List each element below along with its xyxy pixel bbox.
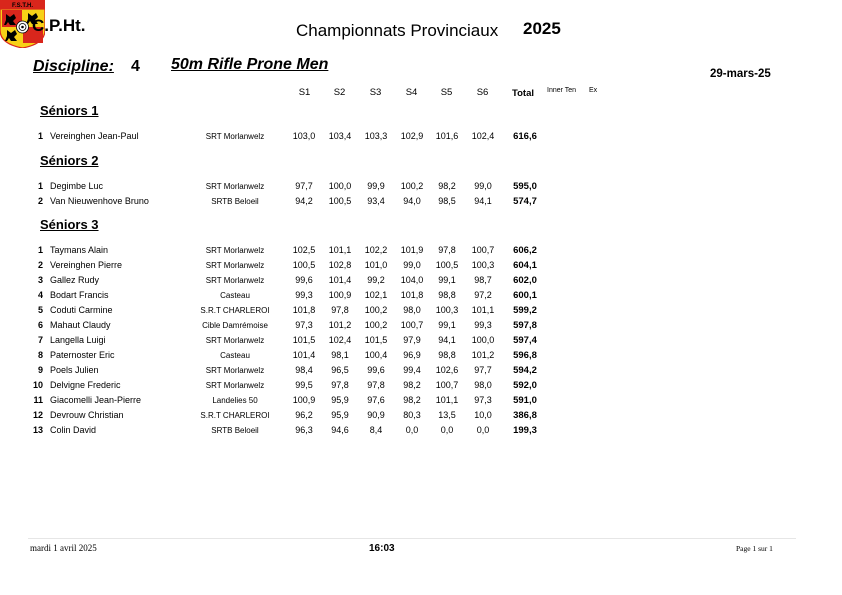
series-4-score: 100,2 — [400, 181, 424, 191]
series-5-score: 94,1 — [438, 335, 456, 345]
total-score: 594,2 — [513, 365, 537, 376]
table-row — [0, 260, 842, 274]
series-6-score: 98,0 — [474, 380, 492, 390]
club-name: Casteau — [220, 290, 250, 300]
series-5-score: 0,0 — [440, 425, 454, 435]
rank-cell: 12 — [32, 410, 43, 420]
club-name: Cible Damrémoise — [202, 320, 268, 330]
series-3-score: 100,4 — [364, 350, 388, 360]
series-1-score: 102,5 — [292, 245, 316, 255]
series-5-score: 98,8 — [438, 350, 456, 360]
discipline-number: 4 — [131, 58, 140, 75]
series-4-score: 98,2 — [403, 395, 421, 405]
series-5-score: 97,8 — [438, 245, 456, 255]
series-6-score: 97,7 — [474, 365, 492, 375]
table-row — [0, 131, 842, 145]
series-4-score: 0,0 — [405, 425, 419, 435]
column-header-s4: S4 — [405, 87, 418, 98]
series-2-score: 101,4 — [328, 275, 352, 285]
total-score: 574,7 — [513, 196, 537, 207]
club-name: SRT Morlanwelz — [205, 245, 265, 255]
table-row — [0, 380, 842, 394]
rank-cell: 3 — [37, 275, 43, 285]
series-6-score: 97,2 — [474, 290, 492, 300]
rank-cell: 2 — [37, 260, 43, 270]
rank-cell: 10 — [32, 380, 43, 390]
shooter-name: Bodart Francis — [50, 290, 109, 300]
series-6-score: 101,2 — [471, 350, 495, 360]
shooter-name: Devrouw Christian — [50, 410, 124, 420]
total-score: 597,4 — [513, 335, 537, 346]
total-score: 592,0 — [513, 380, 537, 391]
total-score: 199,3 — [513, 425, 537, 436]
discipline-name: 50m Rifle Prone Men — [171, 56, 329, 73]
table-row — [0, 196, 842, 210]
column-header-ex: Ex — [589, 87, 598, 94]
column-header-s3: S3 — [369, 87, 382, 98]
shooter-name: Colin David — [50, 425, 97, 435]
logo-target-center — [21, 26, 24, 29]
rank-cell: 7 — [37, 335, 43, 345]
series-6-score: 99,0 — [474, 181, 492, 191]
total-score: 604,1 — [513, 260, 537, 271]
club-name: SRTB Beloeil — [211, 425, 259, 435]
column-header-s2: S2 — [333, 87, 346, 98]
club-name: SRT Morlanwelz — [205, 335, 265, 345]
series-5-score: 98,8 — [438, 290, 456, 300]
column-header-inner-ten: Inner Ten — [547, 87, 577, 94]
series-1-score: 97,3 — [295, 320, 313, 330]
series-2-score: 97,8 — [331, 305, 349, 315]
series-4-score: 101,8 — [400, 290, 424, 300]
series-6-score: 100,7 — [471, 245, 495, 255]
total-score: 600,1 — [513, 290, 537, 301]
series-2-score: 101,2 — [328, 320, 352, 330]
shooter-name: Degimbe Luc — [50, 181, 104, 191]
club-name: Casteau — [220, 350, 250, 360]
series-2-score: 94,6 — [331, 425, 349, 435]
series-5-score: 99,1 — [438, 320, 456, 330]
total-score: 386,8 — [513, 410, 537, 421]
series-6-score: 94,1 — [474, 196, 492, 206]
table-row — [0, 245, 842, 259]
series-5-score: 101,6 — [435, 131, 459, 141]
rank-cell: 2 — [37, 196, 43, 206]
club-name: SRT Morlanwelz — [205, 260, 265, 270]
table-row — [0, 365, 842, 379]
series-5-score: 102,6 — [435, 365, 459, 375]
series-2-score: 98,1 — [331, 350, 349, 360]
club-name: SRT Morlanwelz — [205, 365, 265, 375]
series-1-score: 96,3 — [295, 425, 313, 435]
rank-cell: 13 — [32, 425, 43, 435]
rank-cell: 4 — [37, 290, 43, 300]
shooter-name: Delvigne Frederic — [50, 380, 121, 390]
category-heading: Séniors 3 — [40, 217, 99, 232]
table-row — [0, 275, 842, 289]
series-6-score: 102,4 — [471, 131, 495, 141]
series-5-score: 100,3 — [435, 305, 459, 315]
series-1-score: 100,9 — [292, 395, 316, 405]
table-row — [0, 335, 842, 349]
series-2-score: 95,9 — [331, 395, 349, 405]
series-5-score: 99,1 — [438, 275, 456, 285]
series-4-score: 100,7 — [400, 320, 424, 330]
series-2-score: 102,4 — [328, 335, 352, 345]
column-header-s6: S6 — [476, 87, 489, 98]
series-6-score: 101,1 — [471, 305, 495, 315]
series-3-score: 102,2 — [364, 245, 388, 255]
series-2-score: 100,9 — [328, 290, 352, 300]
series-3-score: 8,4 — [369, 425, 383, 435]
series-3-score: 103,3 — [364, 131, 388, 141]
category-heading: Séniors 2 — [40, 153, 99, 168]
rank-cell: 1 — [37, 131, 43, 141]
series-2-score: 100,0 — [328, 181, 352, 191]
series-2-score: 101,1 — [328, 245, 352, 255]
footer-divider — [28, 538, 796, 539]
club-name: SRTB Beloeil — [211, 196, 259, 206]
table-row — [0, 425, 842, 439]
shooter-name: Langella Luigi — [50, 335, 106, 345]
shooter-name: Gallez Rudy — [50, 275, 100, 285]
org-name: C.P.Ht. — [32, 16, 86, 35]
table-row — [0, 395, 842, 409]
series-4-score: 98,2 — [403, 380, 421, 390]
total-score: 595,0 — [513, 181, 537, 192]
total-score: 599,2 — [513, 305, 537, 316]
table-row — [0, 290, 842, 304]
column-header-s5: S5 — [440, 87, 453, 98]
category-heading: Séniors 1 — [40, 103, 99, 118]
total-score: 596,8 — [513, 350, 537, 361]
series-2-score: 97,8 — [331, 380, 349, 390]
series-4-score: 94,0 — [403, 196, 421, 206]
table-row — [0, 305, 842, 319]
rank-cell: 5 — [37, 305, 43, 315]
print-date: mardi 1 avril 2025 — [30, 543, 97, 553]
series-5-score: 98,2 — [438, 181, 456, 191]
shooter-name: Paternoster Eric — [50, 350, 115, 360]
table-row — [0, 410, 842, 424]
series-4-score: 80,3 — [403, 410, 421, 420]
series-6-score: 98,7 — [474, 275, 492, 285]
club-name: S.R.T CHARLEROI — [200, 305, 270, 315]
club-name: SRT Morlanwelz — [205, 131, 265, 141]
total-score: 597,8 — [513, 320, 537, 331]
series-3-score: 99,2 — [367, 275, 385, 285]
series-2-score: 100,5 — [328, 196, 352, 206]
series-1-score: 101,5 — [292, 335, 316, 345]
series-1-score: 100,5 — [292, 260, 316, 270]
series-2-score: 96,5 — [331, 365, 349, 375]
shooter-name: Van Nieuwenhove Bruno — [50, 196, 149, 206]
column-header-s1: S1 — [298, 87, 311, 98]
table-row — [0, 320, 842, 334]
series-6-score: 97,3 — [474, 395, 492, 405]
club-name: S.R.T CHARLEROI — [200, 410, 270, 420]
series-6-score: 100,3 — [471, 260, 495, 270]
series-5-score: 100,7 — [435, 380, 459, 390]
rank-cell: 11 — [33, 395, 43, 405]
rank-cell: 6 — [37, 320, 43, 330]
rank-cell: 1 — [37, 245, 43, 255]
series-3-score: 100,2 — [364, 305, 388, 315]
table-row — [0, 350, 842, 364]
series-5-score: 98,5 — [438, 196, 456, 206]
shooter-name: Poels Julien — [50, 365, 99, 375]
shooter-name: Vereinghen Pierre — [50, 260, 123, 270]
series-3-score: 97,6 — [367, 395, 385, 405]
rank-cell: 9 — [37, 365, 43, 375]
series-1-score: 98,4 — [295, 365, 313, 375]
shooter-name: Coduti Carmine — [50, 305, 113, 315]
total-score: 616,6 — [513, 131, 537, 142]
page-number: Page 1 sur 1 — [736, 544, 773, 553]
series-1-score: 99,3 — [295, 290, 313, 300]
series-4-score: 98,0 — [403, 305, 421, 315]
series-3-score: 99,9 — [367, 181, 385, 191]
series-6-score: 100,0 — [471, 335, 495, 345]
discipline-label: Discipline: — [33, 58, 114, 75]
year: 2025 — [523, 19, 561, 38]
series-6-score: 10,0 — [474, 410, 492, 420]
series-1-score: 101,4 — [292, 350, 316, 360]
column-header-total: Total — [512, 88, 534, 99]
shooter-name: Giacomelli Jean-Pierre — [50, 395, 142, 405]
series-4-score: 96,9 — [403, 350, 421, 360]
series-2-score: 102,8 — [328, 260, 352, 270]
series-1-score: 96,2 — [295, 410, 313, 420]
total-score: 602,0 — [513, 275, 537, 286]
series-4-score: 99,4 — [403, 365, 421, 375]
series-5-score: 101,1 — [435, 395, 459, 405]
page-title: Championnats Provinciaux — [296, 21, 499, 40]
series-1-score: 103,0 — [292, 131, 316, 141]
total-score: 606,2 — [513, 245, 537, 256]
club-name: Landelies 50 — [212, 395, 258, 405]
series-3-score: 100,2 — [364, 320, 388, 330]
series-5-score: 13,5 — [438, 410, 456, 420]
series-3-score: 93,4 — [367, 196, 385, 206]
series-1-score: 97,7 — [295, 181, 313, 191]
series-4-score: 101,9 — [400, 245, 424, 255]
logo-text: F.S.T.H. — [11, 3, 34, 9]
series-1-score: 94,2 — [295, 196, 313, 206]
series-4-score: 99,0 — [403, 260, 421, 270]
print-time: 16:03 — [369, 543, 395, 554]
series-3-score: 99,6 — [367, 365, 385, 375]
shooter-name: Taymans Alain — [50, 245, 109, 255]
club-name: SRT Morlanwelz — [205, 275, 265, 285]
series-1-score: 99,6 — [295, 275, 313, 285]
club-name: SRT Morlanwelz — [205, 380, 265, 390]
series-3-score: 101,0 — [364, 260, 388, 270]
series-4-score: 102,9 — [400, 131, 424, 141]
table-row — [0, 181, 842, 195]
series-5-score: 100,5 — [435, 260, 459, 270]
shooter-name: Mahaut Claudy — [50, 320, 111, 330]
shooter-name: Vereinghen Jean-Paul — [50, 131, 139, 141]
series-6-score: 0,0 — [476, 425, 490, 435]
series-1-score: 99,5 — [295, 380, 313, 390]
series-6-score: 99,3 — [474, 320, 492, 330]
rank-cell: 8 — [37, 350, 43, 360]
series-4-score: 97,9 — [403, 335, 421, 345]
series-2-score: 103,4 — [328, 131, 352, 141]
series-4-score: 104,0 — [400, 275, 424, 285]
series-3-score: 101,5 — [364, 335, 388, 345]
series-3-score: 90,9 — [367, 410, 385, 420]
total-score: 591,0 — [513, 395, 537, 406]
series-3-score: 102,1 — [364, 290, 388, 300]
event-date: 29-mars-25 — [710, 68, 771, 80]
series-2-score: 95,9 — [331, 410, 349, 420]
rank-cell: 1 — [37, 181, 43, 191]
club-name: SRT Morlanwelz — [205, 181, 265, 191]
series-3-score: 97,8 — [367, 380, 385, 390]
series-1-score: 101,8 — [292, 305, 316, 315]
